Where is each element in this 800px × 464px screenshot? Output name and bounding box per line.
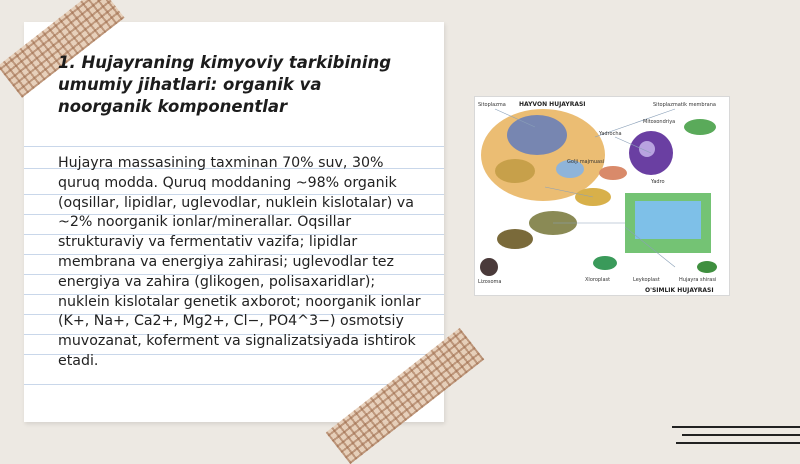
slide-title: 1. Hujayraning kimyoviy tarkibining umumiy jihatlari: organik va noorganik komponentlar (58, 53, 392, 116)
lysosome-shape (480, 258, 498, 276)
label-yadro: Yadro (651, 179, 665, 185)
ruled-line (24, 146, 444, 147)
label-golji: Golji majmuasi (567, 159, 605, 165)
animal-cell-organelle (495, 159, 535, 183)
label-leykoplast: Leykoplast (633, 277, 660, 283)
organelle-shape (697, 261, 717, 273)
label-mitoxondriya: Mitoxondriya (643, 119, 676, 125)
chloroplast-shape (684, 119, 716, 135)
label-lizosoma: Lizosoma (478, 279, 502, 285)
cell-diagram-svg (475, 97, 729, 295)
label-top-left: Sitoplazma (478, 102, 506, 108)
label-vakuola: Hujayra shirasi (679, 277, 717, 283)
decorative-line (672, 426, 800, 428)
label-yadrocha: Yadrocha (599, 131, 622, 137)
slide-body-text: Hujayra massasining taxminan 70% suv, 30% quruq modda. Quruq moddaning ~98% organik (oqsillar, lipidlar, uglevodlar, nuklein kislotalar) va ~2% noorganik ionlar/minerallar. Oqsillar strukturaviy va fermentativ vazifa; lipidlar membrana va energiya zahirasi; uglevodlar tez energiya va zahira (glikogen, polisaxaridlar); nuklein kislotalar genetik axborot; noorganik ionlar (K+, Na+, Ca2+, Mg2+, Cl−, PO4^3−) osmotsiy muvozanat, koferment va signalizatsiyada ishtirok etadi. (58, 155, 421, 369)
label-top-right: Sitoplazmatik membrana (653, 102, 716, 108)
leucoplast-shape (593, 256, 617, 270)
cell-diagram-image (474, 96, 730, 296)
animal-cell-region (507, 115, 567, 155)
decorative-line (676, 442, 800, 444)
figure-top-title: HAYVON HUJAYRASI (519, 101, 586, 108)
organelle-shape (497, 229, 533, 249)
golgi-shape (599, 166, 627, 180)
vacuole-shape (635, 201, 701, 239)
decorative-line (682, 434, 800, 436)
figure-bottom-title: O'SIMLIK HUJAYRASI (645, 287, 714, 294)
label-xloroplast: Xloroplast (585, 277, 611, 283)
ruled-line (24, 384, 444, 385)
